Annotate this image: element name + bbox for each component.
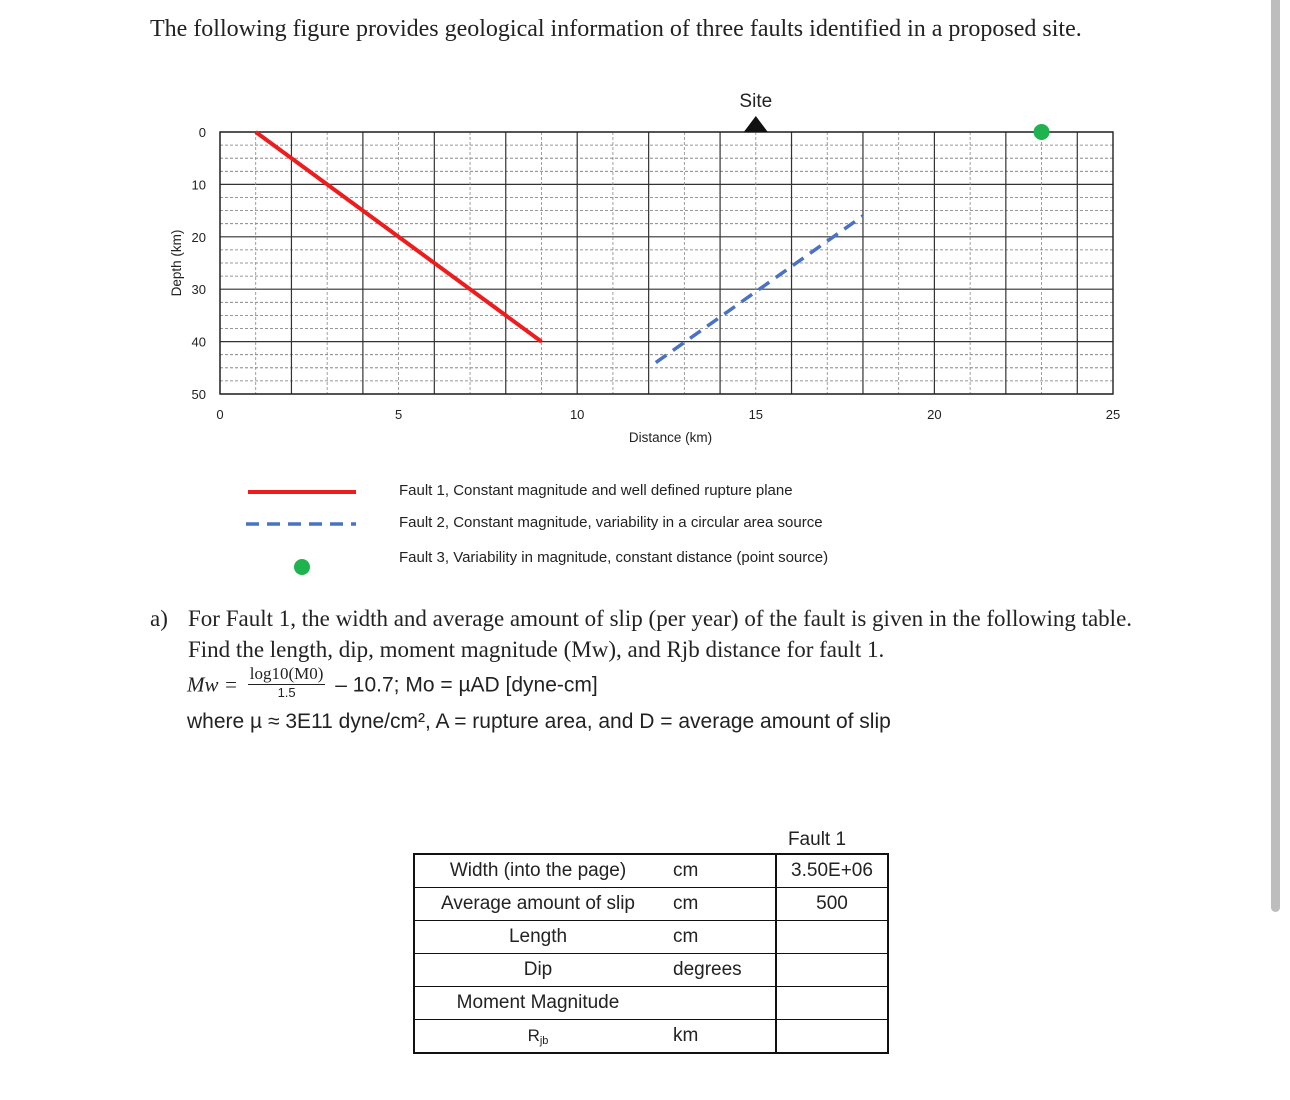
y-tick-label: 0 (198, 125, 206, 140)
y-tick-label: 40 (191, 334, 206, 350)
formula-numerator: log10(M0) (249, 664, 324, 683)
row-label: Length (414, 921, 661, 954)
row-value: 500 (776, 888, 888, 921)
row-label: Moment Magnitude (414, 987, 661, 1020)
row-label: Rjb (414, 1020, 661, 1054)
row-label: Width (into the page) (414, 854, 661, 888)
row-unit: cm (661, 888, 776, 921)
x-tick-label: 15 (748, 407, 764, 422)
table-row (414, 854, 888, 888)
legend-text-fault-3: Fault 3, Variability in magnitude, constant distance (point source) (399, 549, 829, 566)
table-row (414, 888, 888, 921)
table-header-fault1: Fault 1 (787, 829, 847, 850)
y-tick-label: 50 (191, 387, 206, 402)
y-tick-label: 30 (191, 282, 206, 298)
formula (187, 664, 598, 704)
x-tick-label: 10 (569, 407, 585, 422)
y-axis-label: Depth (km) (169, 229, 184, 297)
site-label: Site (739, 91, 773, 112)
legend-text-fault-2: Fault 2, Constant magnitude, variability in a circular area source (399, 514, 823, 531)
chart-grid (220, 132, 1113, 394)
where-text: where µ ≈ 3E11 dyne/cm², A = rupture area, and D = average amount of slip (187, 710, 891, 733)
row-unit: km (661, 1020, 776, 1054)
x-tick-label: 25 (1105, 407, 1121, 422)
row-unit: cm (661, 921, 776, 954)
formula-rest: – 10.7; Mo = µAD [dyne-cm] (335, 673, 598, 697)
row-value (776, 954, 888, 987)
row-unit (661, 987, 776, 1020)
fault-table (413, 853, 889, 1054)
chart-series (256, 124, 1050, 363)
row-value (776, 1020, 888, 1054)
legend-swatch-fault-3 (294, 559, 310, 575)
y-tick-label: 10 (191, 177, 206, 193)
x-tick-label: 20 (927, 407, 942, 422)
row-value (776, 987, 888, 1020)
y-tick-label: 20 (191, 229, 206, 245)
table-row (414, 987, 888, 1020)
row-label: Average amount of slip (414, 888, 661, 921)
row-value: 3.50E+06 (776, 854, 888, 888)
chart-axes (169, 91, 1120, 445)
table-row (414, 1020, 888, 1054)
legend-text-fault-1: Fault 1, Constant magnitude and well defined rupture plane (399, 482, 793, 499)
table-row (414, 921, 888, 954)
formula-lhs: Mw = (187, 672, 238, 697)
question-label: a) (150, 606, 168, 631)
fault-3-point (1034, 124, 1050, 140)
intro-text: The following figure provides geological information of three faults identified in a proposed site. (150, 16, 1082, 42)
question-text: For Fault 1, the width and average amount of slip (per year) of the fault is given in the following table. Find the length, dip, moment magnitude (Mw), and Rjb distance for fault 1. (188, 606, 1133, 662)
x-tick-label: 0 (216, 407, 224, 422)
x-tick-label: 5 (394, 407, 403, 422)
row-value (776, 921, 888, 954)
row-unit: cm (661, 854, 776, 888)
row-unit: degrees (661, 954, 776, 987)
row-label: Dip (414, 954, 661, 987)
scrollbar[interactable] (1271, 0, 1280, 912)
table-row (414, 954, 888, 987)
formula-denominator: 1.5 (277, 685, 296, 700)
chart-legend-marks (246, 492, 356, 575)
x-axis-label: Distance (km) (628, 430, 713, 445)
site-marker-icon (744, 116, 768, 132)
